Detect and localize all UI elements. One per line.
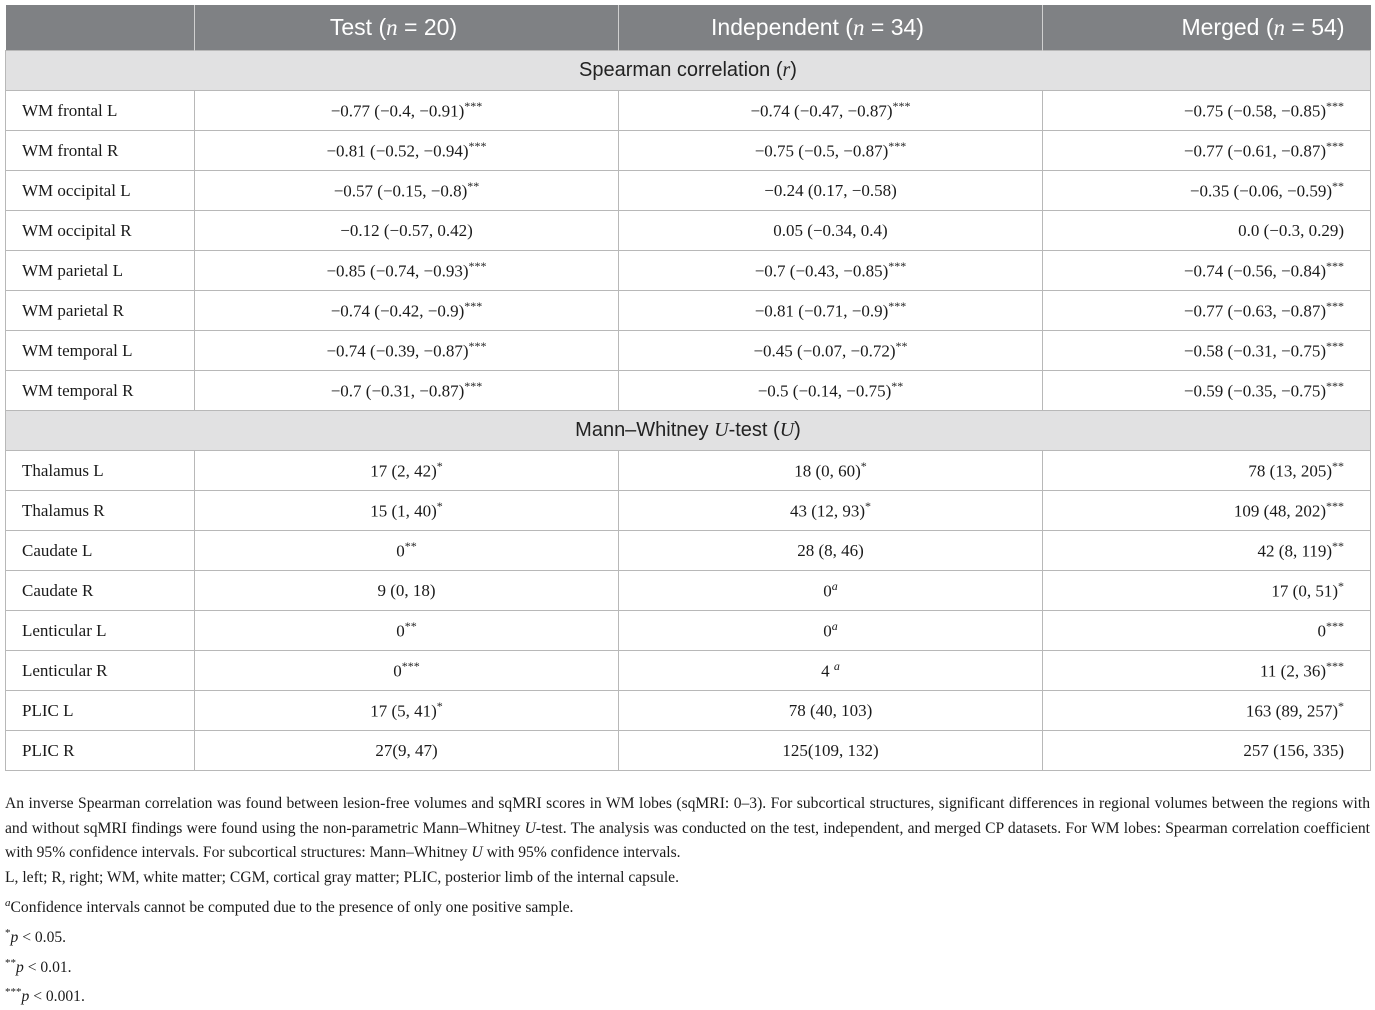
- independent-value: −0.5 (−0.14, −0.75)**: [619, 371, 1043, 411]
- table-row: [6, 331, 1371, 371]
- row-label: PLIC R: [6, 731, 195, 771]
- table-footnotes: [5, 792, 1370, 1010]
- table-row: [6, 211, 1371, 251]
- independent-value: −0.45 (−0.07, −0.72)**: [619, 331, 1043, 371]
- merged-value: 257 (156, 335): [1043, 731, 1371, 771]
- independent-value: −0.81 (−0.71, −0.9)***: [619, 291, 1043, 331]
- row-label: Thalamus L: [6, 451, 195, 491]
- test-value: −0.57 (−0.15, −0.8)**: [195, 171, 619, 211]
- section-title: Mann–Whitney U-test (U): [6, 411, 1371, 451]
- merged-value: 0.0 (−0.3, 0.29): [1043, 211, 1371, 251]
- header-merged: Merged (n = 54): [1043, 5, 1371, 51]
- independent-value: 125(109, 132): [619, 731, 1043, 771]
- independent-value: 0.05 (−0.34, 0.4): [619, 211, 1043, 251]
- table-row: [6, 91, 1371, 131]
- row-label: WM parietal R: [6, 291, 195, 331]
- independent-value: −0.24 (0.17, −0.58): [619, 171, 1043, 211]
- footnote-abbreviations: L, left; R, right; WM, white matter; CGM, cortical gray matter; PLIC, posterior limb of the internal capsule.: [5, 869, 679, 887]
- row-label: WM occipital L: [6, 171, 195, 211]
- table-row: [6, 171, 1371, 211]
- row-label: Caudate R: [6, 571, 195, 611]
- row-label: Caudate L: [6, 531, 195, 571]
- test-value: 15 (1, 40)*: [195, 491, 619, 531]
- test-value: −0.7 (−0.31, −0.87)***: [195, 371, 619, 411]
- table-row: [6, 611, 1371, 651]
- row-label: WM temporal R: [6, 371, 195, 411]
- section-title: Spearman correlation (r): [6, 51, 1371, 91]
- section-header-row: [6, 51, 1371, 91]
- independent-value: −0.75 (−0.5, −0.87)***: [619, 131, 1043, 171]
- test-value: −0.81 (−0.52, −0.94)***: [195, 131, 619, 171]
- table-row: [6, 131, 1371, 171]
- table-row: [6, 651, 1371, 691]
- merged-value: −0.35 (−0.06, −0.59)**: [1043, 171, 1371, 211]
- row-label: WM parietal L: [6, 251, 195, 291]
- results-table-container: [5, 5, 1370, 771]
- row-label: Lenticular L: [6, 611, 195, 651]
- section-header-row: [6, 411, 1371, 451]
- table-row: [6, 691, 1371, 731]
- merged-value: 109 (48, 202)***: [1043, 491, 1371, 531]
- row-label: WM temporal L: [6, 331, 195, 371]
- test-value: −0.77 (−0.4, −0.91)***: [195, 91, 619, 131]
- footnote-p3: ***p < 0.001.: [5, 986, 85, 1006]
- merged-value: 78 (13, 205)**: [1043, 451, 1371, 491]
- table-row: [6, 291, 1371, 331]
- merged-value: −0.75 (−0.58, −0.85)***: [1043, 91, 1371, 131]
- row-label: Thalamus R: [6, 491, 195, 531]
- independent-value: 78 (40, 103): [619, 691, 1043, 731]
- results-table: [5, 5, 1371, 771]
- table-row: [6, 251, 1371, 291]
- test-value: 27(9, 47): [195, 731, 619, 771]
- row-label: WM frontal R: [6, 131, 195, 171]
- merged-value: −0.58 (−0.31, −0.75)***: [1043, 331, 1371, 371]
- footnote-a: $^a$Confidence intervals cannot be computed due to the presence of only one positive sample.: [5, 896, 574, 916]
- table-header-row: [6, 5, 1371, 51]
- test-value: 17 (5, 41)*: [195, 691, 619, 731]
- table-row: [6, 491, 1371, 531]
- footnote-description: An inverse Spearman correlation was found between lesion-free volumes and sqMRI scores in WM lobes (sqMRI: 0–3). For subcortical structures, significant differences in regional volumes between the regions with and without sqMRI findings were found using the non-parametric Mann–Whitney U-test. The analysis was conducted on the test, independent, and merged CP datasets. For WM lobes: Spearman correlation coefficient with 95% confidence intervals. For subcortical structures: Mann–Whitney U with 95% confidence intervals.: [5, 795, 1371, 862]
- row-label: WM occipital R: [6, 211, 195, 251]
- row-label: WM frontal L: [6, 91, 195, 131]
- footnote-p2: **p < 0.01.: [5, 956, 72, 976]
- row-label: Lenticular R: [6, 651, 195, 691]
- test-value: 0**: [195, 611, 619, 651]
- merged-value: −0.59 (−0.35, −0.75)***: [1043, 371, 1371, 411]
- test-value: −0.12 (−0.57, 0.42): [195, 211, 619, 251]
- independent-value: 0$^a$: [619, 571, 1043, 611]
- independent-value: −0.74 (−0.47, −0.87)***: [619, 91, 1043, 131]
- independent-value: 43 (12, 93)*: [619, 491, 1043, 531]
- merged-value: 163 (89, 257)*: [1043, 691, 1371, 731]
- test-value: 17 (2, 42)*: [195, 451, 619, 491]
- table-row: [6, 731, 1371, 771]
- merged-value: 42 (8, 119)**: [1043, 531, 1371, 571]
- table-row: [6, 571, 1371, 611]
- merged-value: 0***: [1043, 611, 1371, 651]
- independent-value: 0$^a$: [619, 611, 1043, 651]
- independent-value: 18 (0, 60)*: [619, 451, 1043, 491]
- merged-value: −0.74 (−0.56, −0.84)***: [1043, 251, 1371, 291]
- independent-value: −0.7 (−0.43, −0.85)***: [619, 251, 1043, 291]
- merged-value: −0.77 (−0.63, −0.87)***: [1043, 291, 1371, 331]
- merged-value: −0.77 (−0.61, −0.87)***: [1043, 131, 1371, 171]
- independent-value: 4 $^a$: [619, 651, 1043, 691]
- footnote-p1: *p < 0.05.: [5, 926, 67, 946]
- test-value: −0.85 (−0.74, −0.93)***: [195, 251, 619, 291]
- merged-value: 11 (2, 36)***: [1043, 651, 1371, 691]
- test-value: −0.74 (−0.42, −0.9)***: [195, 291, 619, 331]
- row-label: PLIC L: [6, 691, 195, 731]
- independent-value: 28 (8, 46): [619, 531, 1043, 571]
- merged-value: 17 (0, 51)*: [1043, 571, 1371, 611]
- test-value: −0.74 (−0.39, −0.87)***: [195, 331, 619, 371]
- table-row: [6, 371, 1371, 411]
- test-value: 9 (0, 18): [195, 571, 619, 611]
- test-value: 0**: [195, 531, 619, 571]
- header-test: Test (n = 20): [195, 5, 619, 51]
- header-independent: Independent (n = 34): [619, 5, 1043, 51]
- table-row: [6, 451, 1371, 491]
- header-empty: [6, 5, 195, 51]
- test-value: 0***: [195, 651, 619, 691]
- table-row: [6, 531, 1371, 571]
